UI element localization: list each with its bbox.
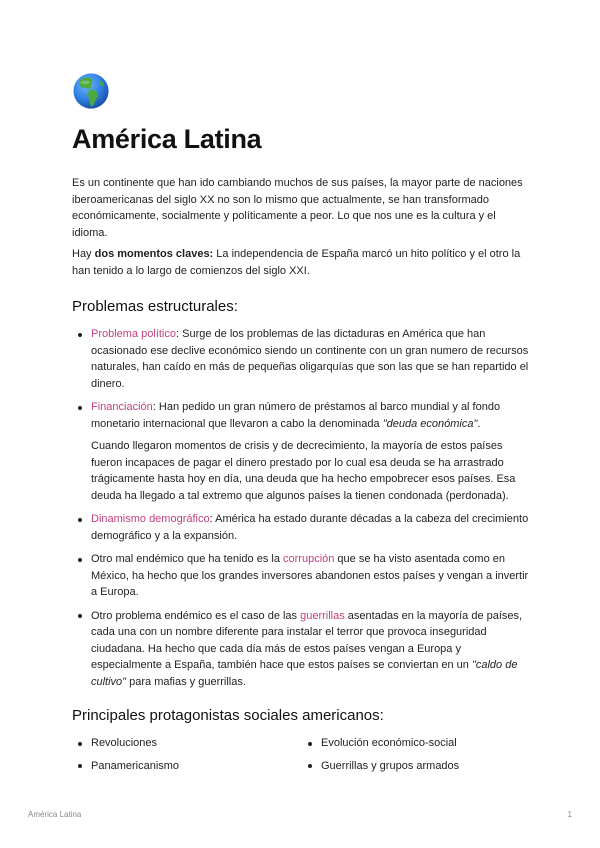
list-item: Panamericanismo [72,758,302,775]
list-item-corruption: Otro mal endémico que ha tenido es la corrupción que se ha visto asentada como en México, ha hecho que los grandes inversores abandonen estos países y vengan a invertir a Europa. [72,551,532,601]
problems-list [72,326,532,690]
financing-detail-paragraph: Cuando llegaron momentos de crisis y de decrecimiento, la mayoría de estos países fueron incapaces de pagar el dinero prestado por lo cual esa deuda se ha arrastrado trágicamente hasta hoy en día, una deuda que ha hecho empobrecer esos países. Esa deuda ha llegado a tal extremo que algunos países la tienen condonada (perdonada). [91,440,516,502]
page-number: 1 [567,810,572,819]
highlight-term: guerrillas [300,609,345,622]
highlight-term: Dinamismo demográfico [91,513,210,525]
list-item: Evolución económico-social [302,735,532,752]
footer-title: América Latina [28,810,82,819]
list-item-demographic-dynamism: Dinamismo demográfico: América ha estado durante décadas a la cabeza del crecimiento demográfico y a la expansión. [72,511,532,544]
highlight-term: Financiación [91,401,153,413]
list-item: Guerrillas y grupos armados [302,758,532,775]
section-heading-problems: Problemas estructurales: [72,298,238,315]
list-item-financing: Financiación: Han pedido un gran número de préstamos al barco mundial y al fondo monetario internacional que llevaron a cabo la denominada "deuda económica". Cuando llegaron momentos de crisis y de decrecimiento, la mayoría de estos países fueron incapaces de pagar el dinero prestado por lo cual esa deuda se ha arrastrado trágicamente hasta hoy en día, una deuda que ha hecho empobrecer esos países. Esa deuda ha llegado a tal extremo que algunos países la tienen condonada (perdonada). [72,399,532,504]
document-page [72,72,532,780]
highlight-term: corrupción [283,553,335,565]
protagonists-columns [72,735,532,780]
intro-key-moments-paragraph: Hay dos momentos claves: La independencia de España marcó un hito político y el otro la han tenido a lo largo de comienzos del siglo XXI. [72,248,521,277]
key-moments-bold: dos momentos claves: [94,248,214,260]
intro-paragraph: Es un continente que han ido cambiando muchos de sus países, la mayor parte de naciones iberoamericanas del siglo XX no son lo mismo que actualmente, se han transformado económicamente, socialmente y políticamente a peor. Lo que nos une es la cultura y el idioma. [72,177,523,239]
section-heading-social-protagonists: Principales protagonistas sociales americanos: [72,707,384,724]
protagonists-list-right [302,735,532,780]
list-item: Revoluciones [72,735,302,752]
globe-americas-icon [72,72,110,110]
highlight-term: Problema político [91,328,176,340]
list-item-guerrillas: Otro problema endémico es el caso de las guerrillas asentadas en la mayoría de países, cada una con un nombre diferente para instalar el terror que provoca inseguridad ciudadana. Ha hecho que cada día más de estos países vengan a Europa y especialmente a España, también hace que estos países se conviertan en un "caldo de cultivo" para mafias y guerrillas. [72,608,532,691]
list-item-political-problem: Problema político: Surge de los problemas de las dictaduras en América que han ocasionado ese declive económico siendo un continente con un gran numero de recursos naturales, han caído en más de pequeñas oligarquías que son las que se han repartido el dinero. [72,326,532,392]
protagonists-list-left [72,735,302,780]
page-title: América Latina [72,124,262,154]
